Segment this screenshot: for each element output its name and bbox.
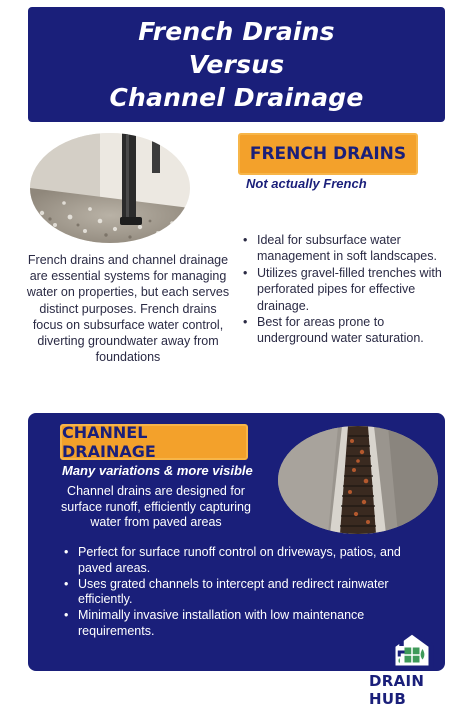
channel-subtitle: Many variations & more visible xyxy=(62,463,253,478)
french-drains-badge: FRENCH DRAINS xyxy=(238,133,418,175)
intro-paragraph: French drains and channel drainage are essential systems for managing water on properties, but each serves distinct purposes. French drains focus on subsurface water control, diverting groundwater away from foundations xyxy=(26,253,230,365)
channel-drain-photo xyxy=(278,426,438,534)
title-line-2: Versus xyxy=(188,50,285,79)
french-bullet-list xyxy=(240,232,445,347)
drain-hub-logo xyxy=(369,628,455,708)
channel-bullet-list xyxy=(62,545,422,640)
french-drain-photo xyxy=(30,133,190,243)
french-subtitle: Not actually French xyxy=(246,176,367,191)
french-bullet: • Utilizes gravel-filled trenches with perforated pipes for effective drainage. xyxy=(240,265,445,314)
title-line-1: French Drains xyxy=(138,17,335,46)
channel-description: Channel drains are designed for surface runoff, efficiently capturing water from paved areas xyxy=(61,484,251,530)
french-bullet: • Ideal for subsurface water management in soft landscapes. xyxy=(240,232,445,265)
channel-drain-illustration xyxy=(278,426,438,534)
channel-drainage-badge: CHANNEL DRAINAGE xyxy=(60,424,248,460)
french-drain-illustration xyxy=(30,133,190,243)
french-bullet: • Best for areas prone to underground water saturation. xyxy=(240,314,445,347)
house-faucet-icon xyxy=(381,628,443,670)
title-line-3: Channel Drainage xyxy=(109,83,364,112)
title-banner xyxy=(28,7,445,122)
logo-text: DRAIN HUB xyxy=(369,672,425,708)
channel-bullet: • Uses grated channels to intercept and redirect rainwater efficiently. xyxy=(62,577,422,609)
channel-bullet: • Perfect for surface runoff control on driveways, patios, and paved areas. xyxy=(62,545,422,577)
channel-bullet: • Minimally invasive installation with low maintenance requirements. xyxy=(62,608,422,640)
